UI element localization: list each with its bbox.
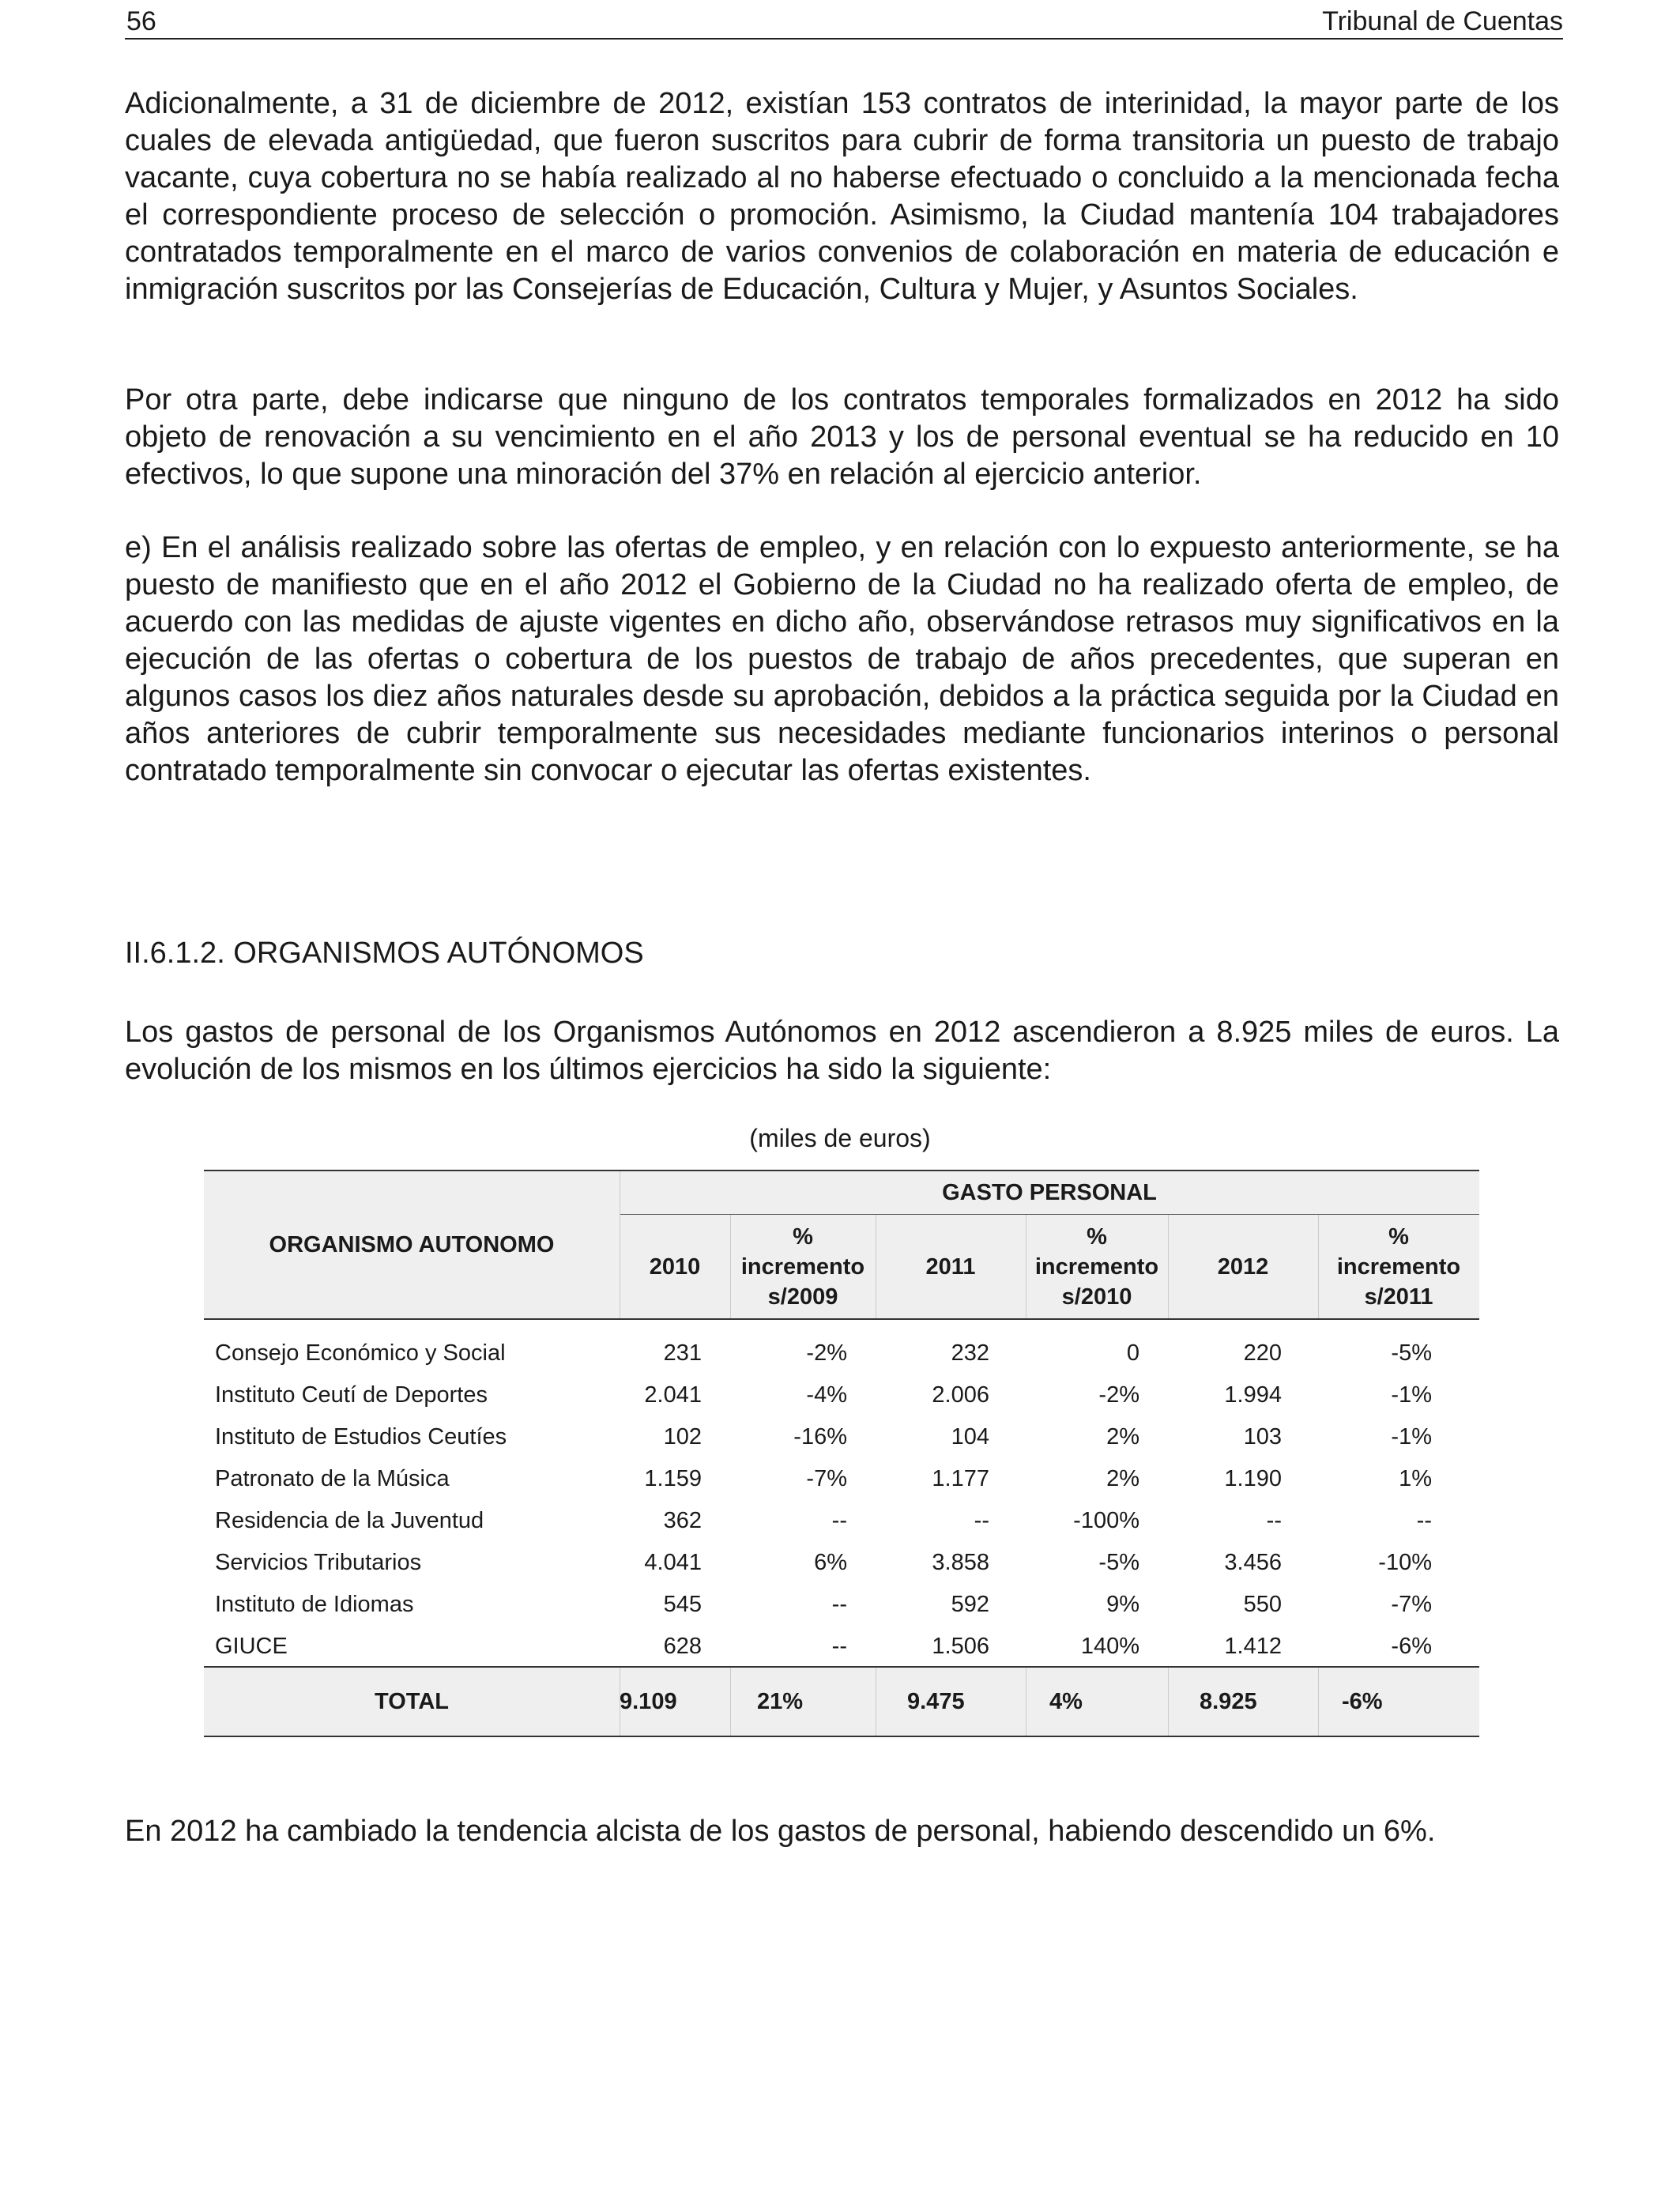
cell-2010: 231	[663, 1340, 702, 1366]
cell-2010: 545	[663, 1592, 702, 1617]
header-col-inc-2010: % incremento s/2010	[1034, 1223, 1159, 1310]
cell-2011: 1.177	[932, 1466, 989, 1491]
table-row	[204, 1626, 1479, 1668]
row-organismo: GIUCE	[215, 1634, 288, 1659]
row-organismo: Consejo Económico y Social	[215, 1340, 506, 1366]
cell-2010: 628	[663, 1634, 702, 1659]
cell-2012: 3.456	[1224, 1550, 1282, 1575]
cell-2011: 104	[951, 1424, 989, 1449]
row-organismo: Instituto de Estudios Ceutíes	[215, 1424, 507, 1449]
section-heading: II.6.1.2. ORGANISMOS AUTÓNOMOS	[125, 937, 644, 970]
table-row	[204, 1416, 1479, 1458]
cell-inc-2011: 1%	[1399, 1466, 1432, 1491]
cell-2010: 1.159	[644, 1466, 702, 1491]
total-2010: 9.109	[620, 1689, 677, 1714]
paragraph-ofertas-empleo: e) En el análisis realizado sobre las ofertas de empleo, y en relación con lo expuesto anteriormente, se ha puesto de manifiesto que en el año 2012 el Gobierno de la Ciudad no ha realizado oferta de empleo, de acuerdo con las medidas de ajuste vigentes en dicho año, observándose retrasos muy significativos en la ejecución de las ofertas o cobertura de los puestos de trabajo de años precedentes, que superan en algunos casos los diez años naturales desde su aprobación, debidos a la práctica seguida por la Ciudad en años anteriores de cubrir temporalmente sus necesidades mediante funcionarios interinos o personal contratado temporalmente sin convocar o ejecutar las ofertas existentes.	[125, 531, 1559, 787]
cell-inc-2009: --	[831, 1634, 847, 1659]
cell-2010: 362	[663, 1508, 702, 1533]
cell-inc-2010: 140%	[1080, 1634, 1139, 1659]
running-title: Tribunal de Cuentas	[1322, 6, 1563, 36]
row-organismo: Patronato de la Música	[215, 1466, 450, 1491]
cell-2012: 1.994	[1224, 1382, 1282, 1408]
cell-inc-2010: 0	[1126, 1340, 1139, 1366]
row-organismo: Instituto Ceutí de Deportes	[215, 1382, 488, 1408]
cell-2012: 220	[1243, 1340, 1282, 1366]
cell-inc-2010: 2%	[1106, 1424, 1139, 1449]
cell-inc-2011: --	[1416, 1508, 1432, 1533]
paragraph-gastos-personal: Los gastos de personal de los Organismos Autónomos en 2012 ascendieron a 8.925 miles de euros. La evolución de los mismos en los últimos ejercicios ha sido la siguiente:	[125, 1016, 1559, 1086]
cell-inc-2009: -2%	[806, 1340, 847, 1366]
total-2012: 8.925	[1200, 1689, 1257, 1714]
cell-inc-2011: -5%	[1391, 1340, 1432, 1366]
cell-2012: 550	[1243, 1592, 1282, 1617]
paragraph-interinidad: Adicionalmente, a 31 de diciembre de 2012, existían 153 contratos de interinidad, la mayor parte de los cuales de elevada antigüedad, que fueron suscritos para cubrir de forma transitoria un puesto de trabajo vacante, cuya cobertura no se había realizado al no haberse efectuado o concluido a la mencionada fecha el correspondiente proceso de selección o promoción. Asimismo, la Ciudad mantenía 104 trabajadores contratados temporalmente en el marco de varios convenios de colaboración en materia de educación e inmigración suscritos por las Consejerías de Educación, Cultura y Mujer, y Asuntos Sociales.	[125, 87, 1559, 306]
cell-2011: --	[974, 1508, 989, 1533]
cell-inc-2010: -100%	[1073, 1508, 1139, 1533]
table-row	[204, 1542, 1479, 1584]
cell-inc-2011: -10%	[1378, 1550, 1432, 1575]
cell-2010: 102	[663, 1424, 702, 1449]
cell-inc-2011: -1%	[1391, 1382, 1432, 1408]
table-row	[204, 1333, 1479, 1374]
page-number: 56	[126, 6, 156, 36]
cell-inc-2011: -7%	[1391, 1592, 1432, 1617]
table-header-rule	[204, 1318, 1479, 1320]
total-inc-2010: 4%	[1049, 1689, 1083, 1714]
cell-inc-2010: 9%	[1106, 1592, 1139, 1617]
total-inc-2011: -6%	[1342, 1689, 1383, 1714]
header-col-inc-2009: % incremento s/2009	[740, 1223, 865, 1310]
paragraph-contratos-temporales: Por otra parte, debe indicarse que ninguno de los contratos temporales formalizados en 2012 ha sido objeto de renovación a su vencimiento en el año 2013 y los de personal eventual se ha reducido en 10 efectivos, lo que supone una minoración del 37% en relación al ejercicio anterior.	[125, 383, 1559, 491]
cell-inc-2010: 2%	[1106, 1466, 1139, 1491]
cell-inc-2009: --	[831, 1592, 847, 1617]
page-header	[125, 5, 1563, 40]
cell-inc-2011: -6%	[1391, 1634, 1432, 1659]
total-label: TOTAL	[375, 1689, 449, 1714]
table-row	[204, 1374, 1479, 1416]
row-organismo: Servicios Tributarios	[215, 1550, 422, 1575]
cell-2010: 2.041	[644, 1382, 702, 1408]
table-total-row	[204, 1668, 1479, 1736]
cell-2012: 1.412	[1224, 1634, 1282, 1659]
cell-2011: 592	[951, 1592, 989, 1617]
paragraph-conclusion: En 2012 ha cambiado la tendencia alcista de los gastos de personal, habiendo descendido un 6%.	[125, 1815, 1436, 1848]
cell-inc-2009: --	[831, 1508, 847, 1533]
total-inc-2009: 21%	[757, 1689, 804, 1714]
header-gasto-personal: GASTO PERSONAL	[942, 1179, 1157, 1205]
header-organismo: ORGANISMO AUTONOMO	[269, 1231, 555, 1257]
cell-inc-2009: 6%	[814, 1550, 847, 1575]
cell-2011: 3.858	[932, 1550, 989, 1575]
cell-2012: 1.190	[1224, 1466, 1282, 1491]
table-row	[204, 1458, 1479, 1500]
header-col-2010: 2010	[649, 1253, 701, 1280]
cell-2011: 232	[951, 1340, 989, 1366]
row-organismo: Instituto de Idiomas	[215, 1592, 414, 1617]
cell-2011: 1.506	[932, 1634, 989, 1659]
header-col-2012: 2012	[1217, 1253, 1269, 1280]
cell-inc-2009: -4%	[806, 1382, 847, 1408]
table-row	[204, 1500, 1479, 1542]
cell-2012: 103	[1243, 1424, 1282, 1449]
total-2011: 9.475	[907, 1689, 965, 1714]
cell-inc-2010: -5%	[1098, 1550, 1139, 1575]
cell-2011: 2.006	[932, 1382, 989, 1408]
table-row	[204, 1584, 1479, 1626]
cell-inc-2011: -1%	[1391, 1424, 1432, 1449]
cell-inc-2009: -7%	[806, 1466, 847, 1491]
header-col-inc-2011: % incremento s/2011	[1336, 1223, 1461, 1310]
cell-inc-2009: -16%	[793, 1424, 847, 1449]
cell-2012: --	[1266, 1508, 1282, 1533]
table-caption: (miles de euros)	[749, 1124, 931, 1152]
header-col-2011: 2011	[925, 1253, 976, 1280]
row-organismo: Residencia de la Juventud	[215, 1508, 484, 1533]
total-bottom-rule	[204, 1736, 1479, 1737]
cell-2010: 4.041	[644, 1550, 702, 1575]
cell-inc-2010: -2%	[1098, 1382, 1139, 1408]
